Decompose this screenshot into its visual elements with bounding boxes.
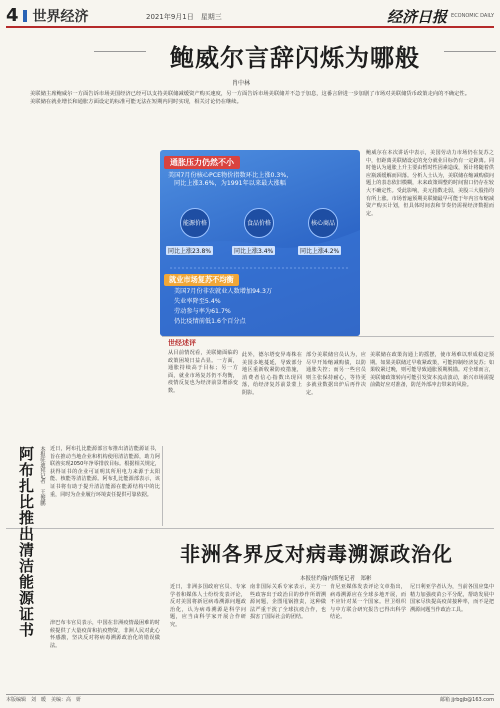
- jobs-line1: 美国7月份非农就业人数增加94.3万: [174, 288, 273, 295]
- footer-editors: 本版编辑 刘 暖 美编：高 妍: [6, 697, 82, 703]
- article1-lede: 美联储主席鲍威尔一方面告诉市场美国经济已经可以支持美联储减缓资产购买速度，另一方面告诉市场美联储并不急于加息，这番言辞进一步加剧了市场对美联储货币政策走向的不确定性。美联储在就业增长和通胀方面设定的标准可能无法在短期内同时实现，相关讨论仍在继续。: [30, 91, 470, 105]
- jobs-line4: 仍比疫情前低1.6个百分点: [174, 318, 246, 325]
- article2-column-3: 肯尼亚媒体发表评论文章指出，病毒溯源应在全球多地开展，而不应针对某一个国家。世卫组织与中方联合研究报告已得出科学结论。: [330, 584, 406, 621]
- article1-column-4: 美联储在政策沟通上的摇摆，使市场难以形成稳定预期。如果美联储过早收紧政策，可能抑制经济复苏；如果收紧过晚，则可能导致通胀预期脱锚。对全球而言，美联储政策转向可能引发资本流动波动，新兴市场需提前做好应对准备，防范外部冲击带来的风险。: [370, 352, 494, 389]
- article1-column-3: 部分美联储官员认为，应尽早开始缩减购债，以防通胀失控；而另一些官员则主张保持耐心，等待更多就业数据出炉后再作决定。: [306, 352, 366, 396]
- article1-right-column: 鲍威尔在本次讲话中表示，美国劳动力市场仍在复苏之中，但距离美联储设定的充分就业目标仍有一定距离。同时他认为通胀上升主要由暂时性因素造成，预计将随着供应瓶颈缓解而回落。分析人士认为，美联储在缩减购债问题上的表态依旧模糊，未来政策调整的时间窗口仍存在较大不确定性。受此影响，美元指数走弱，美股三大股指均有所上涨。市场普遍预期美联储最早可能于年内宣布缩减资产购买计划，但具体时间表和节奏仍需视经济数据而定。: [366, 150, 494, 217]
- infographic-subtitle: 就业市场复苏不均衡: [164, 274, 239, 286]
- article1-headline: 鲍威尔言辞闪烁为哪般: [150, 38, 440, 73]
- jobs-line3: 劳动参与率为61.7%: [174, 308, 231, 315]
- band-energy: 同比上涨23.8%: [168, 248, 212, 255]
- circle-core-goods: 核心商品: [308, 208, 338, 238]
- footer-email: 邮箱 jjrbgjb@163.com: [439, 697, 494, 703]
- circle-food: 食品价格: [244, 208, 274, 238]
- left-article-text: 近日，阿布扎比能源部宣布推出清洁能源证书，旨在推动当地企业和机构使用清洁能源，助力阿联酋实现2050年净零排放目标。根据相关规定，获得证书的企业可证明其所用电力来源于太阳能、核能等清洁能源。阿布扎比能源部表示，该证书将有助于提升清洁能源在能源结构中的比重，同时为企业履行环境责任提供可靠依据。: [50, 446, 160, 498]
- inflation-infographic: [160, 150, 360, 336]
- band-food: 同比上涨3.4%: [234, 248, 274, 255]
- article2-byline: 本报驻约翰内斯堡记者 郑彬: [300, 576, 372, 582]
- article2-column-1: 近日，非洲多国政府官员、专家学者和媒体人士纷纷发表评论，反对美国将新冠病毒溯源问题政治化，认为病毒溯源是科学问题，应当由科学家开展合作研究。: [170, 584, 246, 628]
- left-article-byline: 本报驻迪拜记者 王俊鹏: [39, 446, 45, 506]
- section-title: 世界经济: [32, 9, 89, 25]
- issue-date: 2021年9月1日 星期三: [146, 13, 222, 21]
- newspaper-logo-sub: ECONOMIC DAILY: [451, 13, 494, 19]
- page-footer: [6, 694, 494, 704]
- article2-column-2: 南非国际关系专家表示，美方一些政客出于政治目的炒作所谓溯源问题，企图甩锅推责，这种做法严重干扰了全球抗疫合作，也损害了国际社会的团结。: [250, 584, 326, 621]
- article2-column-4: 尼日利亚学者认为，当前各国应集中精力加强疫苗公平分配，帮助发展中国家尽快提高疫苗接种率，而不是把溯源问题当作政治工具。: [410, 584, 494, 613]
- jobs-line2: 失业率降至5.4%: [174, 298, 221, 305]
- newspaper-logo: 经济日报: [387, 7, 448, 26]
- infographic-line2: 同比上涨3.6%，为1991年以来最大涨幅: [174, 180, 286, 187]
- page-header: [6, 6, 494, 28]
- article1-column-1: 从目前情况看，美联储面临的政策困境日益凸显。一方面，通胀持续高于目标；另一方面，就业市场复苏仍不均衡，疫情反复也为经济前景增添变数。: [168, 350, 238, 394]
- article1-byline: 肖中林: [232, 80, 251, 87]
- divider-line: [162, 336, 494, 337]
- circle-energy: 能源价格: [180, 208, 210, 238]
- infographic-line1: 美国7月份核心PCE物价指数环比上涨0.3%，: [168, 172, 293, 179]
- divider-line: [6, 528, 494, 529]
- band-core-goods: 同比上涨4.2%: [300, 248, 340, 255]
- world-commentary-label: 世经述评: [168, 339, 196, 347]
- infographic-title: 通胀压力仍然不小: [164, 156, 240, 169]
- left-article-title: 阿布扎比推出清洁能源证书: [17, 446, 35, 638]
- article2-column-5: 津巴布韦官员表示，中国在非洲疫情最困难的时候提供了大量疫苗和抗疫物资，非洲人民对此心怀感激，坚决反对将病毒溯源政治化的错误做法。: [50, 620, 160, 649]
- article1-column-2: 此外，德尔塔变异毒株在美国多地蔓延，导致部分地区重新收紧防疫措施，消费者信心指数出现回落，给经济复苏前景蒙上阴影。: [242, 352, 302, 396]
- page-number: 4: [6, 7, 27, 25]
- article2-headline: 非洲各界反对病毒溯源政治化: [180, 542, 453, 566]
- divider-line: [162, 446, 163, 526]
